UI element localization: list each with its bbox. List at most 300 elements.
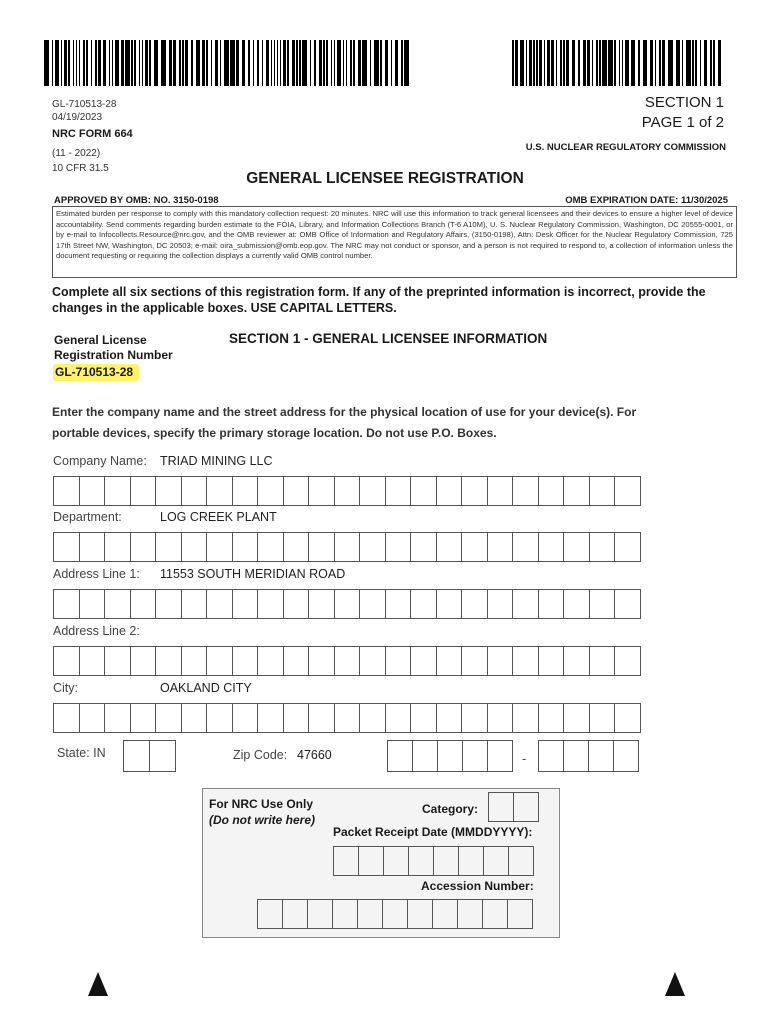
department-value: LOG CREEK PLANT — [160, 510, 277, 524]
char-box[interactable] — [436, 589, 463, 619]
char-box[interactable] — [181, 703, 208, 733]
burden-statement: Estimated burden per response to comply with this mandatory collection request: 20 minutes. NRC will use this information to track general licensees and their devices to ensure a higher level of device accountability. Send comments regarding burden estimate to the FOIA, Library, and Information Collections Branch (T-6 A10M), U. S. Nuclear Regulatory Commission, Washington, DC 20555-0001, or by e-mail to Infocollects.Resource@nrc.gov, and the OMB reviewer at: OMB Office of Information and Regulatory Affairs, (3150-0198), Attn: Desk Officer for the Nuclear Regulatory Commission, 725 17th Street NW, Washington, DC 20503; e-mail: oira_submission@omb.eop.gov. The NRC may not conduct or sponsor, and a person is not required to respond to, a collection of information unless the document requesting or requiring the collection displays a currently valid OMB control number. — [52, 206, 737, 278]
char-box[interactable] — [385, 532, 412, 562]
char-box[interactable] — [130, 532, 157, 562]
char-box[interactable] — [385, 589, 412, 619]
barcode-bar — [173, 40, 176, 86]
char-box[interactable] — [614, 476, 641, 506]
barcode-bar — [700, 40, 702, 86]
char-box[interactable] — [308, 532, 335, 562]
barcode-bar — [182, 40, 184, 86]
barcode-bar — [86, 40, 88, 86]
barcode-bar — [547, 40, 550, 86]
barcode-bar — [404, 40, 409, 86]
char-box[interactable] — [487, 476, 514, 506]
char-box[interactable] — [282, 899, 308, 929]
barcode-bar — [145, 40, 148, 86]
barcode-bar — [599, 40, 601, 86]
char-box[interactable] — [283, 476, 310, 506]
barcode-bar — [161, 40, 166, 86]
form-cfr: 10 CFR 31.5 — [52, 163, 109, 174]
barcode-bar — [98, 40, 101, 86]
char-box[interactable] — [359, 476, 386, 506]
barcode-bar — [401, 40, 403, 86]
barcode-bar — [103, 40, 106, 86]
barcode-bar — [191, 40, 193, 86]
barcode-bar — [533, 40, 535, 86]
char-box[interactable] — [181, 589, 208, 619]
char-box[interactable] — [589, 532, 616, 562]
char-box[interactable] — [155, 532, 182, 562]
char-box[interactable] — [257, 703, 284, 733]
char-box[interactable] — [508, 846, 534, 876]
zip-label: Zip Code: — [233, 748, 288, 762]
char-box[interactable] — [410, 476, 437, 506]
barcode-bar — [391, 40, 393, 86]
barcode-bar — [602, 40, 607, 86]
char-box[interactable] — [359, 703, 386, 733]
char-box[interactable] — [308, 646, 335, 676]
char-box[interactable] — [487, 589, 514, 619]
barcode-bar — [79, 40, 81, 86]
barcode-bar — [512, 40, 514, 86]
barcode-bar — [154, 40, 159, 86]
barcode-bar — [713, 40, 715, 86]
char-box[interactable] — [79, 532, 106, 562]
char-box[interactable] — [387, 740, 413, 772]
char-box[interactable] — [563, 589, 590, 619]
char-box[interactable] — [512, 646, 539, 676]
char-box[interactable] — [283, 589, 310, 619]
barcode-bar — [271, 40, 273, 86]
barcode-bar — [314, 40, 316, 86]
page-number: PAGE 1 of 2 — [641, 114, 724, 131]
barcode-bar — [704, 40, 707, 86]
barcode-bar — [131, 40, 133, 86]
char-box[interactable] — [149, 740, 176, 772]
barcode-bar — [686, 40, 691, 86]
char-box[interactable] — [513, 792, 539, 822]
registration-mark-right-icon — [665, 972, 685, 996]
char-box[interactable] — [206, 646, 233, 676]
barcode-bar — [551, 40, 554, 86]
barcode-bar — [718, 40, 721, 86]
char-box[interactable] — [538, 589, 565, 619]
section-number: SECTION 1 — [644, 94, 724, 111]
omb-approved: APPROVED BY OMB: NO. 3150-0198 — [54, 195, 219, 206]
address-line2-boxes[interactable] — [53, 646, 640, 676]
char-box[interactable] — [155, 703, 182, 733]
char-box[interactable] — [334, 703, 361, 733]
barcode-bar — [115, 40, 120, 86]
barcode-bar — [83, 40, 85, 86]
barcode-bar — [262, 40, 264, 86]
char-box[interactable] — [407, 899, 433, 929]
char-box[interactable] — [155, 476, 182, 506]
char-box[interactable] — [512, 703, 539, 733]
address-line1-value: 11553 SOUTH MERIDIAN ROAD — [160, 567, 346, 581]
char-box[interactable] — [334, 476, 361, 506]
registration-label-line1: General License — [54, 333, 147, 347]
char-box[interactable] — [308, 589, 335, 619]
zip-extension-boxes[interactable] — [538, 740, 638, 772]
category-boxes[interactable] — [488, 792, 538, 822]
barcode-bar — [44, 40, 49, 86]
barcode-bar — [536, 40, 538, 86]
barcode-bar — [142, 40, 144, 86]
barcode-bar — [659, 40, 661, 86]
char-box[interactable] — [512, 589, 539, 619]
char-box[interactable] — [538, 703, 565, 733]
char-box[interactable] — [538, 646, 565, 676]
char-box[interactable] — [408, 846, 434, 876]
char-box[interactable] — [104, 703, 131, 733]
char-box[interactable] — [357, 899, 383, 929]
char-box[interactable] — [385, 646, 412, 676]
barcode-bar — [242, 40, 245, 86]
state-boxes[interactable] — [123, 740, 175, 772]
barcode-bar — [206, 40, 208, 86]
barcode-bar — [395, 40, 398, 86]
barcode-bar — [169, 40, 172, 86]
barcode-bar — [619, 40, 621, 86]
char-box[interactable] — [458, 846, 484, 876]
char-box[interactable] — [461, 532, 488, 562]
barcode-bar — [346, 40, 348, 86]
barcode-bar — [331, 40, 333, 86]
char-box[interactable] — [181, 532, 208, 562]
char-box[interactable] — [257, 476, 284, 506]
company-name-value: TRIAD MINING LLC — [160, 454, 273, 468]
address-instructions-line2: portable devices, specify the primary storage location. Do not use P.O. Boxes. — [52, 426, 497, 440]
address-line2-label: Address Line 2: — [53, 624, 140, 638]
barcode-bar — [374, 40, 379, 86]
char-box[interactable] — [79, 703, 106, 733]
barcode-bar — [109, 40, 111, 86]
char-box[interactable] — [507, 899, 533, 929]
zip-boxes[interactable] — [387, 740, 512, 772]
barcode-bar — [572, 40, 575, 86]
char-box[interactable] — [487, 532, 514, 562]
barcode-bar — [121, 40, 124, 86]
char-box[interactable] — [589, 703, 616, 733]
char-box[interactable] — [614, 646, 641, 676]
barcode-bar — [643, 40, 648, 86]
char-box[interactable] — [232, 476, 259, 506]
city-boxes[interactable] — [53, 703, 640, 733]
char-box[interactable] — [257, 532, 284, 562]
barcode-bar — [283, 40, 286, 86]
barcode-bar — [326, 40, 328, 86]
char-box[interactable] — [410, 703, 437, 733]
barcode-bar — [385, 40, 388, 86]
char-box[interactable] — [457, 899, 483, 929]
char-box[interactable] — [79, 646, 106, 676]
city-value: OAKLAND CITY — [160, 681, 252, 695]
barcode-bar — [230, 40, 235, 86]
char-box[interactable] — [53, 532, 80, 562]
char-box[interactable] — [385, 703, 412, 733]
accession-number-boxes[interactable] — [257, 899, 532, 929]
char-box[interactable] — [334, 646, 361, 676]
char-box[interactable] — [332, 899, 358, 929]
barcode-bar — [662, 40, 665, 86]
char-box[interactable] — [382, 899, 408, 929]
char-box[interactable] — [433, 846, 459, 876]
char-box[interactable] — [53, 703, 80, 733]
barcode-bar — [112, 40, 114, 86]
char-box[interactable] — [488, 792, 514, 822]
barcode-bar — [353, 40, 355, 86]
char-box[interactable] — [104, 476, 131, 506]
char-box[interactable] — [538, 740, 564, 772]
char-box[interactable] — [614, 532, 641, 562]
char-box[interactable] — [563, 703, 590, 733]
barcode-bar — [236, 40, 239, 86]
char-box[interactable] — [563, 646, 590, 676]
barcode-bar — [310, 40, 312, 86]
barcode-bar — [614, 40, 616, 86]
char-box[interactable] — [461, 646, 488, 676]
char-box[interactable] — [588, 740, 614, 772]
char-box[interactable] — [538, 476, 565, 506]
barcode-bar — [676, 40, 681, 86]
barcode-bar — [655, 40, 657, 86]
char-box[interactable] — [257, 589, 284, 619]
barcode-bar — [608, 40, 613, 86]
city-label: City: — [53, 681, 78, 695]
barcode-bar — [587, 40, 590, 86]
zip-dash: - — [522, 752, 527, 766]
char-box[interactable] — [482, 899, 508, 929]
company-name-boxes[interactable] — [53, 476, 640, 506]
char-box[interactable] — [461, 589, 488, 619]
barcode-bar — [277, 40, 279, 86]
char-box[interactable] — [538, 532, 565, 562]
char-box[interactable] — [432, 899, 458, 929]
form-revision: (11 - 2022) — [52, 148, 101, 159]
char-box[interactable] — [563, 532, 590, 562]
char-box[interactable] — [130, 646, 157, 676]
barcode-bar — [563, 40, 565, 86]
address-line1-boxes[interactable] — [53, 589, 640, 619]
char-box[interactable] — [79, 589, 106, 619]
char-box[interactable] — [614, 703, 641, 733]
barcode-bar — [296, 40, 298, 86]
char-box[interactable] — [53, 646, 80, 676]
accession-label: Accession Number: — [421, 879, 534, 893]
char-box[interactable] — [462, 740, 488, 772]
char-box[interactable] — [334, 589, 361, 619]
instructions: Complete all six sections of this registration form. If any of the preprinted information is incorrect, provide the changes in the applicable boxes. USE CAPITAL LETTERS. — [52, 285, 706, 315]
nrc-use-panel — [202, 788, 560, 938]
barcode-bar — [323, 40, 325, 86]
char-box[interactable] — [563, 740, 589, 772]
section-title: SECTION 1 - GENERAL LICENSEE INFORMATION — [229, 331, 548, 346]
barcode-bar — [529, 40, 532, 86]
barcode-bar — [95, 40, 97, 86]
char-box[interactable] — [436, 646, 463, 676]
char-box[interactable] — [359, 646, 386, 676]
page-title: GENERAL LICENSEE REGISTRATION — [246, 170, 524, 187]
barcode-bar — [566, 40, 569, 86]
barcode-bar — [274, 40, 276, 86]
char-box[interactable] — [359, 589, 386, 619]
char-box[interactable] — [257, 646, 284, 676]
barcode-bar — [668, 40, 673, 86]
char-box[interactable] — [206, 703, 233, 733]
barcode-bar — [224, 40, 229, 86]
char-box[interactable] — [333, 846, 359, 876]
barcode-bar — [515, 40, 518, 86]
barcode-bar — [362, 40, 367, 86]
char-box[interactable] — [104, 532, 131, 562]
char-box[interactable] — [308, 476, 335, 506]
char-box[interactable] — [461, 476, 488, 506]
char-box[interactable] — [257, 899, 283, 929]
char-box[interactable] — [613, 740, 639, 772]
barcode-bar — [710, 40, 712, 86]
barcode-bar — [583, 40, 586, 86]
char-box[interactable] — [130, 703, 157, 733]
state-label: State: IN — [57, 746, 106, 760]
char-box[interactable] — [436, 703, 463, 733]
barcode-bar — [211, 40, 213, 86]
barcode-bar — [578, 40, 580, 86]
char-box[interactable] — [436, 476, 463, 506]
barcode-bar — [556, 40, 558, 86]
registration-label-line2: Registration Number — [54, 348, 173, 362]
char-box[interactable] — [155, 646, 182, 676]
address-instructions-line1: Enter the company name and the street address for the physical location of use for your device(s). For — [52, 405, 637, 419]
barcode-bar — [215, 40, 218, 86]
char-box[interactable] — [283, 703, 310, 733]
char-box[interactable] — [232, 703, 259, 733]
registration-number — [53, 365, 139, 379]
char-box[interactable] — [130, 476, 157, 506]
char-box[interactable] — [53, 589, 80, 619]
char-box[interactable] — [308, 703, 335, 733]
char-box[interactable] — [181, 646, 208, 676]
barcode-bar — [625, 40, 630, 86]
char-box[interactable] — [512, 532, 539, 562]
department-boxes[interactable] — [53, 532, 640, 562]
char-box[interactable] — [487, 740, 513, 772]
char-box[interactable] — [206, 476, 233, 506]
barcode-bar — [337, 40, 342, 86]
char-box[interactable] — [385, 476, 412, 506]
barcode-right — [512, 40, 722, 86]
barcode-bar — [68, 40, 70, 86]
char-box[interactable] — [412, 740, 438, 772]
char-box[interactable] — [487, 703, 514, 733]
form-id: GL-710513-28 — [52, 99, 117, 110]
barcode-bar — [91, 40, 93, 86]
char-box[interactable] — [383, 846, 409, 876]
char-box[interactable] — [359, 532, 386, 562]
char-box[interactable] — [181, 476, 208, 506]
char-box[interactable] — [589, 646, 616, 676]
barcode-bar — [280, 40, 282, 86]
barcode-bar — [196, 40, 201, 86]
barcode-bar — [253, 40, 255, 86]
char-box[interactable] — [334, 532, 361, 562]
barcode-bar — [560, 40, 562, 86]
agency-name: U.S. NUCLEAR REGULATORY COMMISSION — [525, 142, 726, 153]
char-box[interactable] — [461, 703, 488, 733]
char-box[interactable] — [123, 740, 150, 772]
char-box[interactable] — [104, 589, 131, 619]
char-box[interactable] — [104, 646, 131, 676]
char-box[interactable] — [155, 589, 182, 619]
barcode-bar — [220, 40, 222, 86]
char-box[interactable] — [483, 846, 509, 876]
char-box[interactable] — [410, 532, 437, 562]
barcode-bar — [64, 40, 67, 86]
address-line1-label: Address Line 1: — [53, 567, 140, 581]
char-box[interactable] — [410, 646, 437, 676]
barcode-bar — [592, 40, 594, 86]
barcode-bar — [380, 40, 382, 86]
char-box[interactable] — [358, 846, 384, 876]
barcode-left — [44, 40, 412, 86]
char-box[interactable] — [232, 589, 259, 619]
char-box[interactable] — [614, 589, 641, 619]
char-box[interactable] — [589, 589, 616, 619]
char-box[interactable] — [307, 899, 333, 929]
char-box[interactable] — [206, 589, 233, 619]
barcode-bar — [185, 40, 188, 86]
packet-receipt-boxes[interactable] — [333, 846, 533, 876]
char-box[interactable] — [206, 532, 233, 562]
packet-receipt-label: Packet Receipt Date (MMDDYYYY): — [333, 825, 533, 839]
char-box[interactable] — [437, 740, 463, 772]
barcode-bar — [73, 40, 75, 86]
char-box[interactable] — [283, 646, 310, 676]
barcode-bar — [55, 40, 60, 86]
barcode-bar — [287, 40, 289, 86]
category-label: Category: — [422, 802, 479, 816]
char-box[interactable] — [436, 532, 463, 562]
char-box[interactable] — [232, 532, 259, 562]
barcode-bar — [319, 40, 322, 86]
barcode-bar — [149, 40, 151, 86]
barcode-bar — [52, 40, 54, 86]
char-box[interactable] — [232, 646, 259, 676]
zip-value: 47660 — [297, 748, 332, 762]
char-box[interactable] — [79, 476, 106, 506]
barcode-bar — [125, 40, 130, 86]
barcode-bar — [299, 40, 301, 86]
char-box[interactable] — [589, 476, 616, 506]
char-box[interactable] — [410, 589, 437, 619]
char-box[interactable] — [130, 589, 157, 619]
barcode-bar — [350, 40, 352, 86]
char-box[interactable] — [487, 646, 514, 676]
char-box[interactable] — [512, 476, 539, 506]
barcode-bar — [520, 40, 525, 86]
char-box[interactable] — [53, 476, 80, 506]
barcode-bar — [596, 40, 598, 86]
barcode-bar — [61, 40, 63, 86]
barcode-bar — [334, 40, 336, 86]
char-box[interactable] — [563, 476, 590, 506]
barcode-bar — [134, 40, 136, 86]
barcode-bar — [292, 40, 295, 86]
char-box[interactable] — [283, 532, 310, 562]
omb-expiration: OMB EXPIRATION DATE: 11/30/2025 — [565, 195, 728, 206]
barcode-bar — [266, 40, 269, 86]
